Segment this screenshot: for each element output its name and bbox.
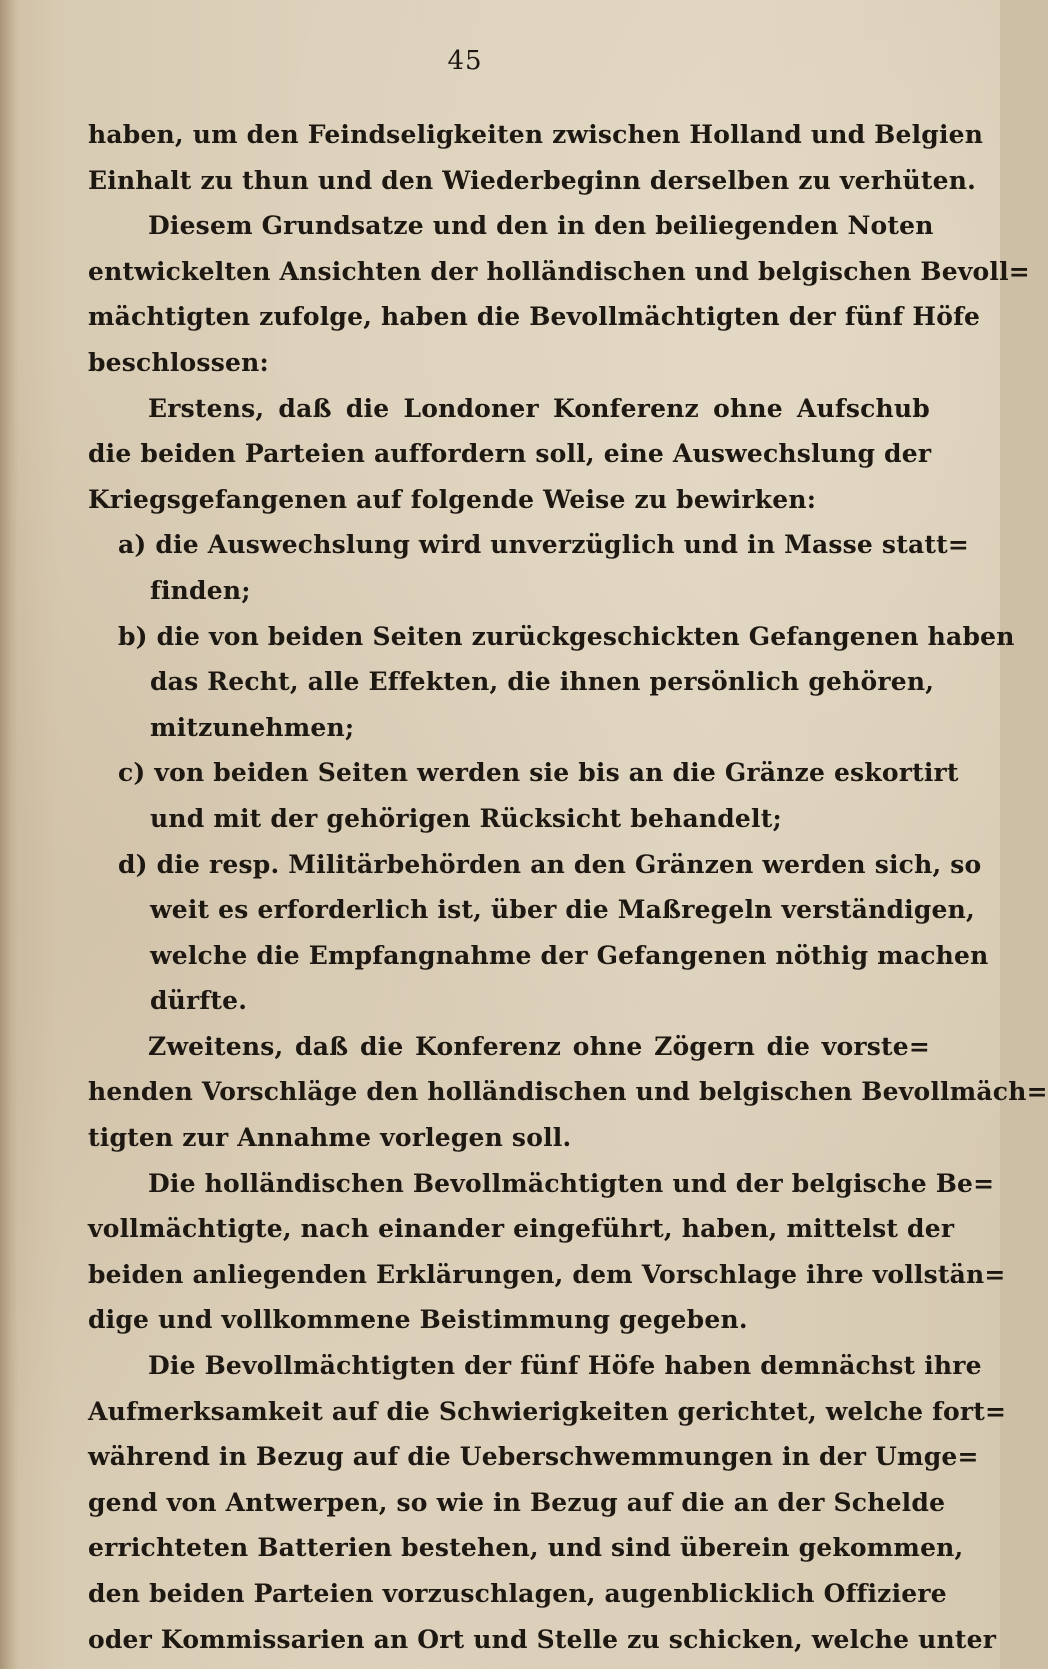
text-line: Zweitens, daß die Konferenz ohne Zögern die vorste= (148, 1031, 930, 1061)
text-line: mächtigten zufolge, haben die Bevollmächtigten der fünf Höfe (88, 302, 981, 332)
list-item-text: die resp. Militärbehörden an den Gränzen werden sich, so (156, 849, 982, 879)
text-line: das Recht, alle Effekten, die ihnen persönlich gehören, (150, 667, 935, 697)
text-line: mitzunehmen; (150, 712, 355, 742)
page-text (88, 112, 1048, 1662)
text-line: beschlossen: (88, 347, 269, 377)
list-item-c (88, 750, 959, 796)
text-line: henden Vorschläge den holländischen und belgischen Bevollmäch= (88, 1077, 1048, 1107)
text-line: dige und vollkommene Beistimmung gegeben. (88, 1305, 748, 1335)
list-item-text: die von beiden Seiten zurückgeschickten Gefangenen haben (156, 621, 1015, 651)
text-line: beiden anliegenden Erklärungen, dem Vorschlage ihre vollstän= (88, 1259, 1006, 1289)
list-item-text: von beiden Seiten werden sie bis an die Gränze eskortirt (154, 758, 959, 788)
page-number: 45 (447, 46, 483, 76)
text-line: die beiden Parteien auffordern soll, eine Auswechslung der (88, 439, 932, 469)
list-marker: a) (118, 530, 147, 560)
list-marker: b) (118, 621, 148, 651)
text-line: Einhalt zu thun und den Wiederbeginn derselben zu verhüten. (88, 165, 976, 195)
text-line: gend von Antwerpen, so wie in Bezug auf die an der Schelde (88, 1487, 946, 1517)
text-line: errichteten Batterien bestehen, und sind überein gekommen, (88, 1533, 964, 1563)
text-line: entwickelten Ansichten der holländischen und belgischen Bevoll= (88, 256, 1030, 286)
text-line: Diesem Grundsatze und den in den beiliegenden Noten (148, 211, 934, 241)
text-line: finden; (150, 575, 251, 605)
list-item-b (88, 614, 1015, 660)
text-line: Erstens, daß die Londoner Konferenz ohne Aufschub (148, 393, 930, 423)
text-line: Die holländischen Bevollmächtigten und der belgische Be= (148, 1168, 995, 1198)
list-item-a (88, 522, 969, 568)
page-edge-shadow (0, 0, 18, 1669)
text-line: den beiden Parteien vorzuschlagen, augenblicklich Offiziere (88, 1579, 947, 1608)
list-marker: d) (118, 849, 148, 879)
text-line: tigten zur Annahme vorlegen soll. (88, 1123, 572, 1153)
text-line: und mit der gehörigen Rücksicht behandelt; (150, 803, 782, 833)
text-line: weit es erforderlich ist, über die Maßregeln verständigen, (150, 895, 975, 925)
text-line: oder Kommissarien an Ort und Stelle zu schicken, welche unter (88, 1624, 997, 1654)
list-marker: c) (118, 758, 146, 788)
text-line: haben, um den Feindseligkeiten zwischen Holland und Belgien (88, 120, 984, 149)
text-line: Kriegsgefangenen auf folgende Weise zu bewirken: (88, 484, 817, 514)
text-line: während in Bezug auf die Ueberschwemmungen in der Umge= (88, 1442, 979, 1472)
text-line: Die Bevollmächtigten der fünf Höfe haben demnächst ihre (148, 1351, 982, 1381)
text-line: Aufmerksamkeit auf die Schwierigkeiten gerichtet, welche fort= (88, 1396, 1007, 1426)
text-line: vollmächtigte, nach einander eingeführt, haben, mittelst der (88, 1214, 955, 1244)
text-line: welche die Empfangnahme der Gefangenen nöthig machen (150, 940, 989, 970)
list-item-text: die Auswechslung wird unverzüglich und in Masse statt= (155, 530, 969, 560)
list-item-d (88, 842, 982, 888)
text-line: dürfte. (150, 986, 248, 1016)
